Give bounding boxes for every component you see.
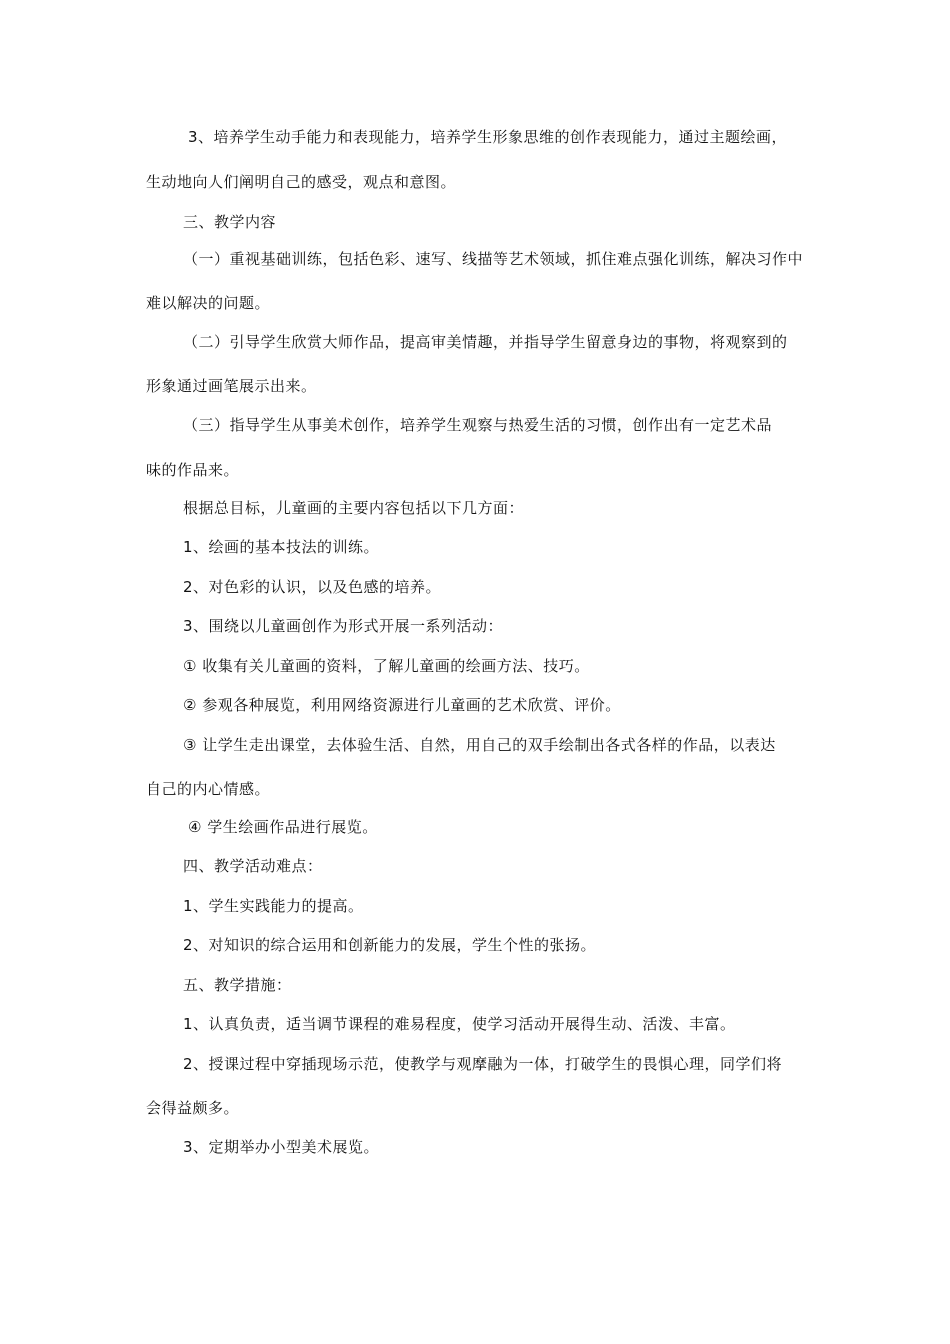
list-item: 2、授课过程中穿插现场示范，使教学与观摩融为一体，打破学生的畏惧心理，同学们将 [183,1055,783,1073]
list-item: ① 收集有关儿童画的资料，了解儿童画的绘画方法、技巧。 [183,657,590,675]
paragraph-line: （二）引导学生欣赏大师作品，提高审美情趣，并指导学生留意身边的事物，将观察到的 [183,333,788,351]
paragraph-line: 3、培养学生动手能力和表现能力，培养学生形象思维的创作表现能力，通过主题绘画， [188,128,788,146]
section-heading: 五、教学措施： [183,976,292,994]
list-item: ④ 学生绘画作品进行展览。 [188,818,378,836]
list-item: 3、定期举办小型美术展览。 [183,1138,380,1156]
list-item: 2、对色彩的认识，以及色感的培养。 [183,578,442,596]
list-item: ② 参观各种展览，利用网络资源进行儿童画的艺术欣赏、评价。 [183,696,621,714]
section-heading: 三、教学内容 [183,213,277,231]
list-item: ③ 让学生走出课堂，去体验生活、自然，用自己的双手绘制出各式各样的作品，以表达 [183,736,776,754]
paragraph-line: 根据总目标，儿童画的主要内容包括以下几方面： [183,499,525,517]
list-item: 1、认真负责，适当调节课程的难易程度，使学习活动开展得生动、活泼、丰富。 [183,1015,736,1033]
paragraph-line: 自己的内心情感。 [146,780,271,798]
paragraph-line: （三）指导学生从事美术创作，培养学生观察与热爱生活的习惯，创作出有一定艺术品 [183,416,773,434]
paragraph-line: 味的作品来。 [146,461,240,479]
paragraph-line: （一）重视基础训练，包括色彩、速写、线描等艺术领域，抓住难点强化训练，解决习作中 [183,250,804,268]
list-item: 1、学生实践能力的提高。 [183,897,364,915]
paragraph-line: 生动地向人们阐明自己的感受，观点和意图。 [146,173,457,191]
list-item: 1、绘画的基本技法的训练。 [183,538,380,556]
list-item: 2、对知识的综合运用和创新能力的发展，学生个性的张扬。 [183,936,597,954]
paragraph-line: 会得益颇多。 [146,1099,240,1117]
paragraph-line: 难以解决的问题。 [146,294,271,312]
section-heading: 四、教学活动难点： [183,857,323,875]
paragraph-line: 形象通过画笔展示出来。 [146,377,317,395]
list-item: 3、围绕以儿童画创作为形式开展一系列活动： [183,617,504,635]
